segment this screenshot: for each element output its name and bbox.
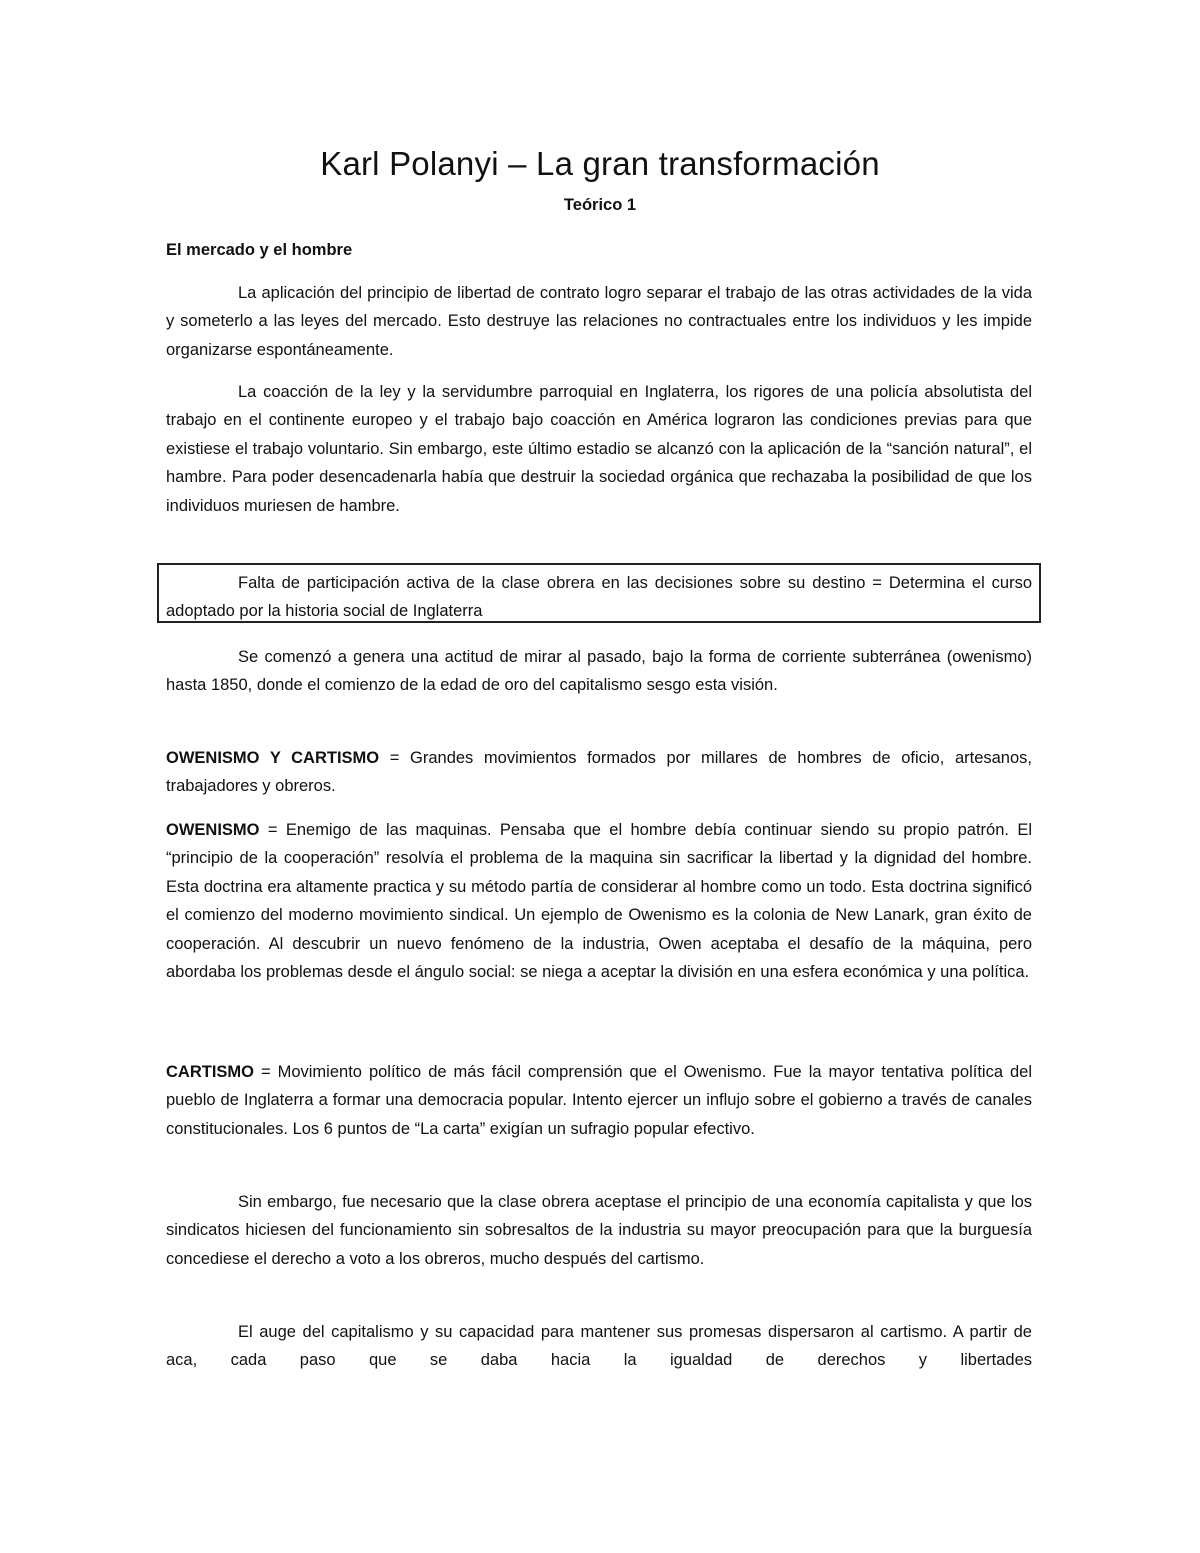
boxed-statement: Falta de participación activa de la clase obrera en las decisiones sobre su destino = Determina el curso adoptado por la historia social de Inglaterra <box>166 574 1032 621</box>
document-title: Karl Polanyi – La gran transformación <box>320 145 880 182</box>
section-heading: El mercado y el hombre <box>166 241 353 259</box>
paragraph-6-body: = Movimiento político de más fácil comprensión que el Owenismo. Fue la mayor tentativa política del pueblo de Inglaterra a formar una democracia popular. Intento ejercer un influjo sobre el gobierno a través de canales constitucionales. Los 6 puntos de “La carta” exigían un sufragio popular efectivo. <box>166 1063 1032 1138</box>
paragraph-5-lead: OWENISMO <box>166 821 260 839</box>
paragraph-5-body: = Enemigo de las maquinas. Pensaba que el hombre debía continuar siendo su propio patrón. El “principio de la cooperación” resolvía el problema de la maquina sin sacrificar la libertad y la dignidad del hombre. Esta doctrina era altamente practica y su método partía de considerar al hombre como un todo. Esta doctrina significó el comienzo del moderno movimiento sindical. Un ejemplo de Owenismo es la colonia de New Lanark, gran éxito de cooperación. Al descubrir un nuevo fenómeno de la industria, Owen aceptaba el desafío de la máquina, pero abordaba los problemas desde el ángulo social: se niega a aceptar la división en una esfera económica y una política. <box>166 821 1032 982</box>
paragraph-4 <box>166 744 1032 801</box>
paragraph-6 <box>166 1058 1032 1143</box>
highlight-box <box>157 563 1041 623</box>
paragraph-7: Sin embargo, fue necesario que la clase obrera aceptase el principio de una economía capitalista y que los sindicatos hiciesen del funcionamiento sin sobresaltos de la industria su mayor preocupación para que la burguesía concediese el derecho a voto a los obreros, mucho después del cartismo. <box>166 1193 1032 1268</box>
paragraph-5 <box>166 816 1032 986</box>
paragraph-3: Se comenzó a genera una actitud de mirar al pasado, bajo la forma de corriente subterránea (owenismo) hasta 1850, donde el comienzo de la edad de oro del capitalismo sesgo esta visión. <box>166 648 1032 695</box>
paragraph-1: La aplicación del principio de libertad de contrato logro separar el trabajo de las otras actividades de la vida y someterlo a las leyes del mercado. Esto destruye las relaciones no contractuales entre los individuos y les impide organizarse espontáneamente. <box>166 284 1032 359</box>
paragraph-6-lead: CARTISMO <box>166 1063 254 1081</box>
paragraph-8: El auge del capitalismo y su capacidad para mantener sus promesas dispersaron al cartismo. A partir de aca, cada paso que se daba hacia la igualdad de derechos y libertades <box>166 1323 1032 1370</box>
paragraph-2: La coacción de la ley y la servidumbre parroquial en Inglaterra, los rigores de una policía absolutista del trabajo en el continente europeo y el trabajo bajo coacción en América lograron las condiciones previas para que existiese el trabajo voluntario. Sin embargo, este último estadio se alcanzó con la aplicación de la “sanción natural”, el hambre. Para poder desencadenarla había que destruir la sociedad orgánica que rechazaba la posibilidad de que los individuos muriesen de hambre. <box>166 383 1032 515</box>
document-subtitle: Teórico 1 <box>563 196 637 214</box>
paragraph-4-body: = Grandes movimientos formados por millares de hombres de oficio, artesanos, trabajadores y obreros. <box>166 749 1032 796</box>
paragraph-4-lead: OWENISMO Y CARTISMO <box>166 749 380 767</box>
